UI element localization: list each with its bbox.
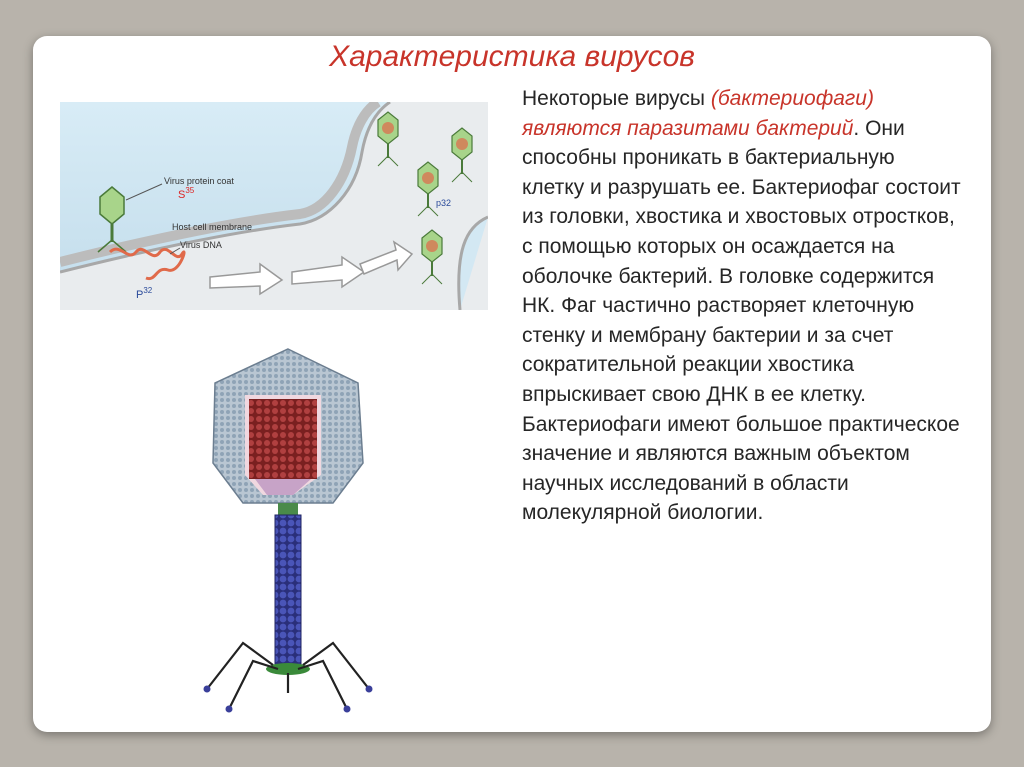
paragraph-intro [522, 84, 962, 410]
bacteriophage-svg [183, 343, 393, 719]
label-membrane: Host cell membrane [172, 222, 253, 232]
bacteriophage-model [183, 343, 393, 719]
label-dna: Virus DNA [180, 240, 222, 250]
infection-diagram-svg [60, 102, 488, 310]
paragraph-highlight: (бактериофаги) являются паразитами бактерий [522, 87, 874, 140]
label-s35: $S^{35}$ [178, 186, 195, 201]
label-p32-cell: p32 [436, 198, 452, 208]
label-p32: $P^{32}$ [136, 286, 153, 301]
label-coat: Virus protein coat [164, 176, 234, 186]
description-text [522, 84, 962, 528]
paragraph-lead: Некоторые вирусы [522, 87, 711, 110]
slide [33, 36, 991, 732]
slide-title: Характеристика вирусов [329, 40, 695, 73]
paragraph-rest: . Они способны проникать в бактериальную клетку и разрушать ее. Бактериофаг состоит из головки, хвостика и хвостовых отростков, с помощью которых он осаждается на оболочке бактерий. В головке содержится НК. Фаг частично растворяет клеточную стенку и мембрану бактерии и за счет сократительной реакции хвостика впрыскивает свою ДНК в ее клетку. [522, 116, 961, 406]
infection-diagram [60, 102, 488, 310]
paragraph-significance: Бактериофаги имеют большое практическое значение и являются важным объектом научных исследований в области молекулярной биологии. [522, 412, 960, 525]
